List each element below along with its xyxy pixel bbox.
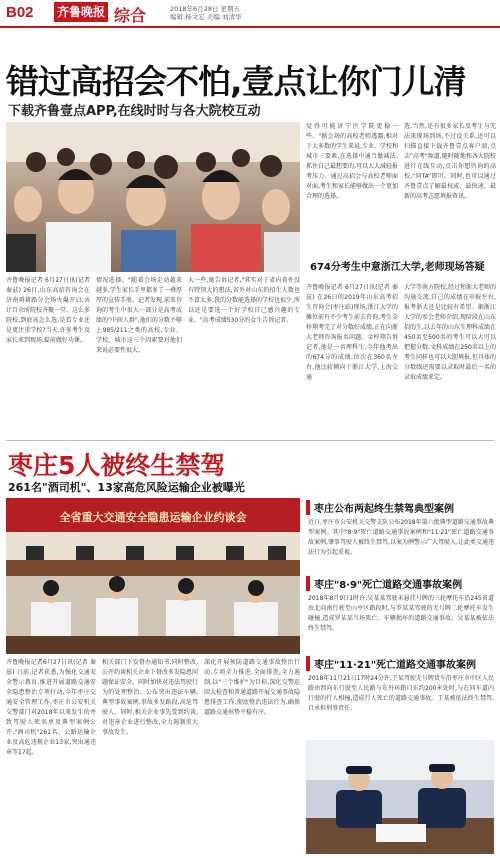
cases-text-2 — [308, 594, 494, 652]
zaozhuang-headline: 枣庄5人被终生禁驾 — [8, 451, 226, 480]
police-photo-illustration — [306, 740, 494, 854]
zaozhuang-column-1 — [6, 658, 96, 854]
zju-column-2 — [404, 283, 496, 435]
zaozhuang-column-2 — [102, 658, 198, 854]
lead-column-1 — [6, 276, 90, 436]
lead-photo — [6, 122, 300, 272]
lead-column-5-text: 选,当然,还有很多家长及考生与无法来现场到场,不过没关系,还可以扫描直接下载齐鲁壹点客户端,点击"高考"频道,随时随地和各大院校进行在线互动,点击你想咨询的高校,"问TA”即可。同时,也可以通过齐鲁壹点了解最权威、最快速、最新的高考志愿填报资讯。 — [404, 123, 496, 200]
zaozhuang-column-3-text: 深化开展预防道路交通事故整治行动,专项全力推进,全面排查,全力遏制,以"三个维护"为目标,深化交警巡回大检查和普通道路开展交通事故隐患排查工作,彻底整治违法行为,确保道路交通形势平稳有序。 — [204, 659, 300, 716]
lead-column-3 — [188, 276, 300, 436]
lead-subhead: 下载齐鲁壹点APP,在线时时与各大院校互动 — [8, 104, 261, 119]
zaozhuang-column-2-text: 相关部门下发督办通知书,同时整改,公开约谈相关企业下督改多发隐患问题保证安全。同时加快对违法驾驶行为的处理整治。公布突出违法车辆,典型事故案例,事故多发路段,高危驾驶人。同时,相关企业事先受到约谈,对违章企业进行整改,全力遏制重大事故发生。 — [102, 659, 198, 736]
zaozhuang-subhead: 261名"酒司机"、13家高危风险运输企业被曝光 — [8, 481, 245, 494]
lead-column-4-text: 觉得可能济宁医学院更稳一些。"据会场的高校老师透露,相对于大多数的学生来说,专业、学校和城市三要素,在选择中通当做减法,抓住自己最想要的,可以大大减轻报考压力。通过高招会与高校老师面对面,考生和家长能够做出一个更加合理的选择。 — [306, 123, 398, 200]
cases-text-3-body: 2018年11月21日17时24分许,王某驾驶无号牌货车沿枣庄市中区人民路由西向东行驶至人民路与东外环路口东约200米处时,与在同车道内行驶的行人相撞,造成行人死亡的道路交通事故。王某被依法终生禁驾,且承担刑事责任。 — [308, 675, 494, 712]
lead-column-4 — [306, 122, 398, 246]
zju-column-1 — [306, 283, 398, 435]
cases-title-1: 枣庄公布两起终生禁驾典型案例 — [306, 500, 454, 515]
zaozhuang-column-3 — [204, 658, 300, 854]
cases-title-2: 枣庄"8·9"死亡道路交通事故案例 — [306, 576, 462, 591]
zju-column-2-text: 大学等南方院校,经过和浙大老师的沟通交流,自己的成绩在申报左右,报考浙大还是比较有希望。据浙江大学的参会老师介绍,现阶段在山东招的生,以去年的山东生理科成绩在450名至500名的考生可以大可以把握分数,文科成绩在250名以上的考生同样也可以大胆填报,但具体的分数线还需要以录取时最后一名的录取成绩来定。 — [404, 284, 496, 381]
crowd-photo-illustration — [6, 122, 300, 272]
newspaper-logo: 齐鲁晚报 — [54, 2, 108, 22]
lead-column-2 — [96, 276, 182, 436]
meeting-banner-text: 全省重大交通安全隐患运输企业约谈会 — [59, 511, 247, 524]
staff-credits: 编辑:杨文宏 美编:刘清华 — [170, 13, 242, 21]
lead-headline: 错过高招会不怕,壹点让你门儿清 — [6, 62, 466, 101]
lead-column-1-text: 齐鲁晚报记者 6月27日讯(记者 秦兹) 26日,山东高招咨询会在济南舜耕路分会场火爆开启,共计百余所院校齐聚一堂。这么多院校,到底该怎么选,是看专业还是更注重学校?当天,许多考生及家长来到现场,提前做好功课。 — [6, 277, 90, 344]
cases-text-1 — [308, 518, 494, 570]
lead-column-3-text: 大一些,她告诉记者,"其实对于省内省外没有特别大的想法,省外对山东的招生人数也不算太多,我的分数能选择的学校也很少,所以还是要选一个好学校自己感兴趣的专业。"高考成绩530分的女生告诉记者。 — [188, 277, 300, 324]
lead-column-2-text: 情况选择。"随着会场走动越来越多,学生家长手里都多了一叠厚厚的宣传手册。记者发现,前来咨询的考生中很大一部分是高考成绩的"中间人群",他们的分数不够上985/211之类的高校,专业、学校、城市这三个因素要对他们来说必要性很大。 — [96, 277, 182, 354]
cases-title-3: 枣庄"11·21"死亡道路交通事故案例 — [306, 656, 476, 671]
section-divider — [6, 440, 494, 441]
date-line — [170, 5, 241, 21]
page-number: B02 — [6, 4, 34, 21]
zju-column-1-text: 齐鲁晚报记者 6月27日讯(记者 秦兹) 在26日的2019年山东高考招生咨询会(枣庄站)现场,浙江大学的摊位前有不少考生前去咨询,考生金梓翔考完了对分数好成绩,正在向浙大老师咨询报名问题。金梓翔告诉记者,他是一名理科生,今年他考出的674分的成绩,位次在360名左右,他比较倾向于浙江大学,上海交通 — [306, 284, 398, 381]
cases-text-2-body: 2018年8月9日1时许,吴某某驾驶未悬挂号牌的三轮摩托车沿245省道由北向南行驶至山亭区路段时,与罗某某驾驶的无号牌二轮摩托车发生碰撞,造成罗某某当场死亡、车辆损坏的道路交通事故。吴某某被依法终生禁驾。 — [308, 595, 494, 632]
zju-headline: 674分考生中意浙江大学,老师现场答疑 — [310, 262, 485, 273]
police-photo — [306, 740, 494, 854]
section-title: 综合 — [114, 6, 147, 25]
cases-text-1-body: 近日,枣庄市公安机关交警支队公布2018年第六批典型道路交通事故典型案例。其中"8·9"死亡道路交通事故案例和"11·21"死亡道路交通事故案例,肇事驾驶人被终生禁驾,以案为例警示广大驾驶人,让此类交通违法行为引起重视。 — [308, 519, 494, 556]
lead-column-5 — [404, 122, 496, 246]
issue-date: 2018年6月28日 星期五 — [170, 5, 241, 13]
cases-text-3 — [308, 674, 494, 736]
zaozhuang-column-1-text: 齐鲁晚报记者6月27日讯(记者 秦兹) 日前,记者获悉,为强化交通安全警示教育,推进开展道路交通安全隐患整治专项行动,今年枣庄交通安全管理工作,枣庄市公安机关交警部门对2018年以来发生的并致驾驶人死名单及典型案例公开,"酒司机"261名、公路运输企业及高危违规企业13家,突出通违章等17起。 — [6, 659, 96, 756]
